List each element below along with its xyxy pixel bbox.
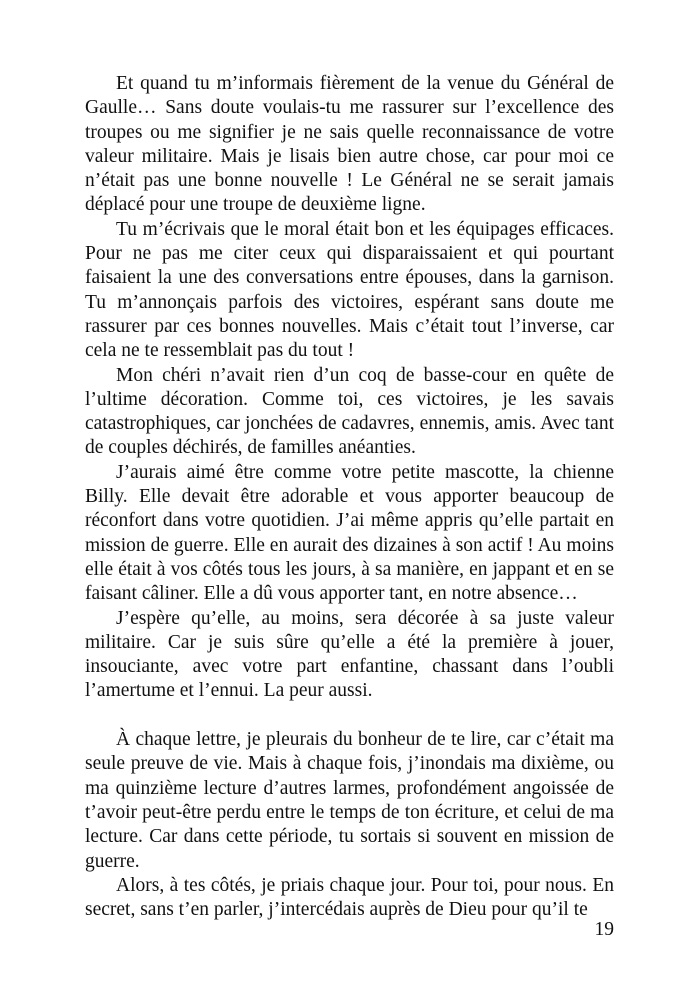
paragraph-moral: Tu m’écrivais que le moral était bon et les équipages efficaces. Pour ne pas me citer ceux qui disparaissaient et qui pourtant faisaient la une des conversations entre épouses, dans la garnison. Tu m’annonçais parfois des victoires, espérant sans doute me rassurer par ces bonnes nouvelles. Mais c’était tout l’inverse, car cela ne te ressemblait pas du tout ! <box>85 218 614 362</box>
paragraph-mon-cheri: Mon chéri n’avait rien d’un coq de basse-cour en quête de l’ultime décoration. Comme toi, ces victoires, je les savais catastrophiques, car jonchées de cadavres, ennemis, amis. Avec tant de couples déchirés, de familles anéanties. <box>85 364 614 459</box>
paragraph-decoree: J’espère qu’elle, au moins, sera décorée à sa juste valeur militaire. Car je suis sûre qu’elle a été la première à jouer, insouciante, avec votre part enfantine, chassant dans l’oubli l’amertume et l’ennui. La peur aussi. <box>85 607 614 702</box>
paragraph-mascotte-billy: J’aurais aimé être comme votre petite mascotte, la chienne Billy. Elle devait être adorable et vous apporter beaucoup de réconfort dans votre quotidien. J’ai même appris qu’elle partait en mission de guerre. Elle en aurait des dizaines à son actif ! Au moins elle était à vos côtés tous les jours, à sa manière, en jappant et en se faisant câliner. Elle a dû vous apporter tant, en notre absence… <box>85 461 614 605</box>
page-number: 19 <box>594 919 614 940</box>
body-text <box>85 72 614 922</box>
paragraph-de-gaulle: Et quand tu m’informais fièrement de la venue du Général de Gaulle… Sans doute voulais-tu me rassurer sur l’excellence des troupes ou me signifier je ne sais quelle reconnaissance de votre valeur militaire. Mais je lisais bien autre chose, car pour moi ce n’était pas une bonne nouvelle ! Le Général ne se serait jamais déplacé pour une troupe de deuxième ligne. <box>85 73 614 216</box>
paragraph-chaque-lettre: À chaque lettre, je pleurais du bonheur de te lire, car c’était ma seule preuve de vie. Mais à chaque fois, j’inondais ma dixième, ou ma quinzième lecture d’autres larmes, profondément angoissée de t’avoir peut-être perdu entre le temps de ton écriture, et celui de ma lecture. Car dans cette période, tu sortais si souvent en mission de guerre. <box>85 729 614 872</box>
paragraph-priere: Alors, à tes côtés, je priais chaque jour. Pour toi, pour nous. En secret, sans t’en parler, j’intercédais auprès de Dieu pour qu’il te <box>85 874 614 921</box>
